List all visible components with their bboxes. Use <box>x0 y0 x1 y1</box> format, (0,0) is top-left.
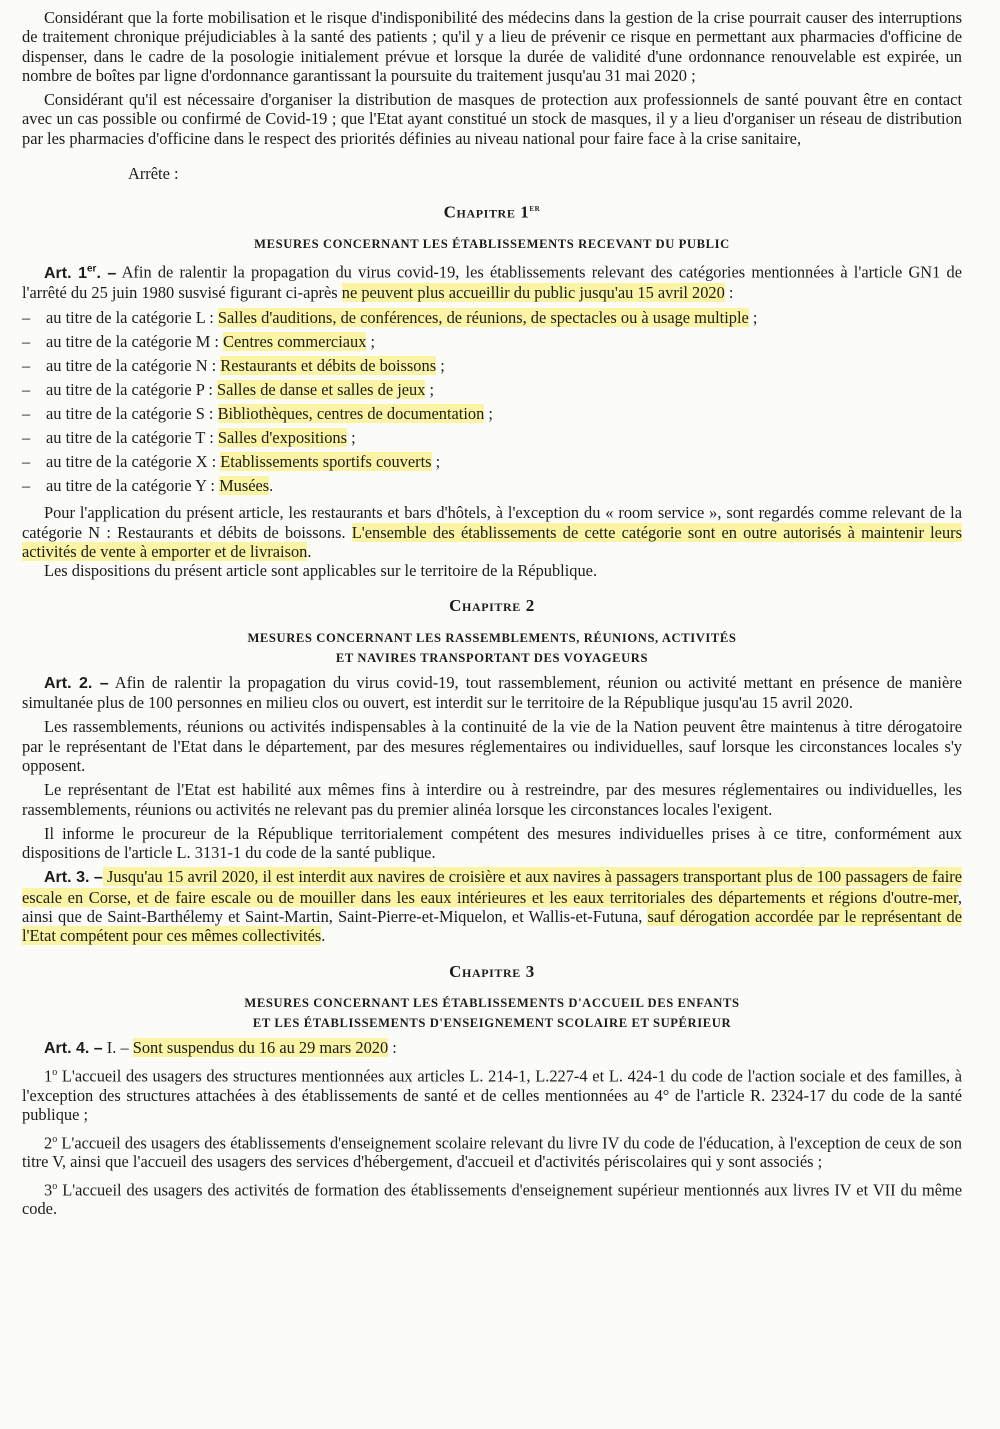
category-end: ; <box>436 356 445 376</box>
category-item <box>22 306 962 330</box>
list-dash: – <box>22 332 31 352</box>
category-prefix: au titre de la catégorie M : <box>46 332 224 352</box>
highlight: ne peuvent plus accueillir du public jusqu'au 15 avril 2020 <box>341 282 725 302</box>
highlight: Etablissements sportifs couverts <box>220 452 432 472</box>
list-dash: – <box>22 404 31 424</box>
highlight: Musées <box>219 476 270 496</box>
category-item <box>22 354 962 378</box>
category-item <box>22 330 962 354</box>
highlight: L'ensemble des établissements de cette catégorie sont en outre autorisés à maintenir leurs activités de vente à emporter et de livraison <box>22 522 962 561</box>
article-2: Art. 2. – Afin de ralentir la propagation du virus covid-19, tout rassemblement, réunion ou activité mettant en présence de manière simultanée plus de 100 personnes en milieu clos ou ouvert, est interdit sur le territoire de la République jusqu'au 15 avril 2020. <box>22 672 962 713</box>
highlight: sauf dérogation accordée par le représentant de l'Etat compétent pour ces mêmes collectivités <box>22 907 962 946</box>
list-dash: – <box>22 452 31 472</box>
highlight: Bibliothèques, centres de documentation <box>217 404 485 424</box>
list-dash: – <box>22 356 31 376</box>
category-item <box>22 426 962 450</box>
highlight: Restaurants et débits de boissons <box>220 356 437 376</box>
highlight: Salles d'expositions <box>217 428 347 448</box>
highlight: Salles d'auditions, de conférences, de réunions, de spectacles ou à usage multiple <box>217 308 749 328</box>
chapter-2-subtitle: MESURES CONCERNANT LES RASSEMBLEMENTS, RÉUNIONS, ACTIVITÉS ET NAVIRES TRANSPORTANT DES VOYAGEURS <box>247 630 737 665</box>
category-end: ; <box>425 380 435 400</box>
category-prefix: au titre de la catégorie P : <box>46 380 217 400</box>
category-prefix: au titre de la catégorie Y : <box>46 476 220 496</box>
category-end: ; <box>431 452 441 472</box>
category-prefix: au titre de la catégorie L : <box>46 308 218 328</box>
numbered-item <box>22 1130 962 1172</box>
article-2-paragraph-3: Le représentant de l'Etat est habilité aux mêmes fins à interdire ou à restreindre, par des mesures réglementaires ou individuelles, les rassemblements, réunions ou activités ne relevant pas du premier alinéa lorsque les circonstances locales l'exigent. <box>22 780 962 819</box>
chapter-3-title: Chapitre 3 <box>449 961 535 981</box>
item-number-sup: o <box>52 1133 58 1145</box>
chapter-1-subtitle: MESURES CONCERNANT LES ÉTABLISSEMENTS RECEVANT DU PUBLIC <box>254 237 730 252</box>
article-1-scope: Les dispositions du présent article sont applicables sur le territoire de la République. <box>44 561 598 581</box>
item-number: 3 <box>44 1180 53 1200</box>
article-3: Art. 3. – Jusqu'au 15 avril 2020, il est interdit aux navires de croisière et aux navires à passagers transportant plus de 100 passagers de faire escale en Corse, et de faire escale ou de mouiller dans les eaux intérieures et les eaux territoriales des départements et régions d'outre-mer, ainsi que de Saint-Barthélemy et Saint-Martin, Saint-Pierre-et-Miquelon, et Wallis-et-Futuna, sauf dérogation accordée par le représentant de l'Etat compétent pour ces mêmes collectivités. <box>22 867 962 946</box>
category-end: ; <box>748 308 758 328</box>
item-text: L'accueil des usagers des activités de formation des établissements d'enseignement supérieur mentionnés aux livres IV et VII du même code. <box>22 1180 962 1219</box>
list-dash: – <box>22 308 31 328</box>
numbered-item <box>22 1177 962 1219</box>
category-item <box>22 450 962 474</box>
category-item <box>22 402 962 426</box>
article-2-paragraph-4: Il informe le procureur de la République territorialement compétent des mesures individuelles prises à ce titre, conformément aux dispositions de l'article L. 3131-1 du code de la santé publique. <box>22 823 962 863</box>
arrete-heading: Arrête : <box>128 164 179 184</box>
chapter-2-title: Chapitre 2 <box>449 596 535 616</box>
item-text: L'accueil des usagers des structures mentionnées aux articles L. 214-1, L.227-4 et L. 424-1 du code de l'action sociale et des familles, à l'exception des structures attachées à des établissements de santé et de celles mentionnées au 4° de l'article R. 2324-17 du code de la santé publique ; <box>22 1066 962 1125</box>
numbered-list <box>22 1063 962 1218</box>
item-text: L'accueil des usagers des établissements d'enseignement scolaire relevant du livre IV du code de l'éducation, à l'exception de ceux de son titre V, ainsi que l'accueil des usagers des services d'hébergement, d'accueil et d'activités périscolaires qui y sont associés ; <box>22 1133 962 1172</box>
list-dash: – <box>22 476 31 496</box>
highlight: Jusqu'au 15 avril 2020, il est interdit aux navires de croisière et aux navires à passagers transportant plus de 100 passagers de faire escale en Corse, et de faire escale ou de mouiller dans les eaux intérieures et les eaux territoriales des départements et régions d'outre-mer <box>22 867 962 907</box>
list-dash: – <box>22 380 31 400</box>
item-number-sup: o <box>52 1067 58 1079</box>
item-number: 1 <box>44 1066 53 1086</box>
item-number-sup: o <box>52 1180 58 1192</box>
category-end: ; <box>366 332 376 352</box>
article-2-label: Art. 2. – <box>44 674 109 692</box>
category-item <box>22 474 962 498</box>
numbered-item <box>22 1063 962 1124</box>
article-3-label: Art. 3. – <box>44 869 103 887</box>
category-prefix: au titre de la catégorie T : <box>46 428 218 448</box>
article-2-paragraph-2: Les rassemblements, réunions ou activités indispensables à la continuité de la vie de la Nation peuvent être maintenus à titre dérogatoire par le représentant de l'Etat dans le département, par des mesures réglementaires ou individuelles, sauf lorsque les circonstances locales s'y opposent. <box>22 717 962 775</box>
intro-paragraph-1: Considérant que la forte mobilisation et le risque d'indisponibilité des médecins dans la gestion de la crise pourrait causer des interruptions de traitement chronique préjudiciables à la santé des patients ; qu'il y a lieu de prévenir ce risque en permettant aux pharmacies d'officine de dispenser, dans le cadre de la posologie initialement prévue et lorsque la durée de validité d'une ordonnance renouvelable est expirée, un nombre de boîtes par ligne d'ordonnance garantissant la poursuite du traitement jusqu'au 31 mai 2020 ; <box>22 8 962 85</box>
category-end: ; <box>484 404 493 424</box>
category-prefix: au titre de la catégorie N : <box>46 356 221 376</box>
article-1-application: Pour l'application du présent article, les restaurants et bars d'hôtels, à l'exception du « room service », sont regardés comme relevant de la catégorie N : Restaurants et débits de boissons. L'ensemble des établissements de cette catégorie sont en outre autorisés à maintenir leurs activités de vente à emporter et de livraison. <box>22 503 962 561</box>
category-list <box>22 306 962 498</box>
highlight: Salles de danse et salles de jeux <box>216 380 426 400</box>
article-4-label: Art. 4. – <box>44 1039 103 1057</box>
article-1: Art. 1er. – Afin de ralentir la propagation du virus covid-19, les établissements relevant des catégories mentionnées à l'article GN1 de l'arrêté du 25 juin 1980 susvisé figurant ci-après ne peuvent plus accueillir du public jusqu'au 15 avril 2020 : <box>22 262 962 302</box>
article-1-label: Art. 1er. – <box>44 263 117 282</box>
category-end: . <box>269 476 274 496</box>
category-end: ; <box>346 428 356 448</box>
chapter-1-title: Chapitre 1er <box>443 203 541 223</box>
article-4: Art. 4. – I. – Sont suspendus du 16 au 29 mars 2020 : <box>44 1037 397 1057</box>
intro-paragraph-2: Considérant qu'il est nécessaire d'organiser la distribution de masques de protection aux professionnels de santé pouvant être en contact avec un cas possible ou confirmé de Covid-19 ; que l'Etat ayant constitué un stock de masques, il y a lieu d'organiser un réseau de distribution par les pharmacies d'officine dans le respect des priorités définies au niveau national pour faire face à la crise sanitaire, <box>22 90 962 148</box>
highlight: Centres commerciaux <box>223 332 367 352</box>
list-dash: – <box>22 428 31 448</box>
category-prefix: au titre de la catégorie S : <box>46 404 218 424</box>
item-number: 2 <box>44 1133 53 1153</box>
category-item <box>22 378 962 402</box>
highlight: Sont suspendus du 16 au 29 mars 2020 <box>132 1037 389 1057</box>
chapter-3-subtitle: MESURES CONCERNANT LES ÉTABLISSEMENTS D'ACCUEIL DES ENFANTS ET LES ÉTABLISSEMENTS D'ENSEIGNEMENT SCOLAIRE ET SUPÉRIEUR <box>244 995 740 1030</box>
category-prefix: au titre de la catégorie X : <box>46 452 221 472</box>
